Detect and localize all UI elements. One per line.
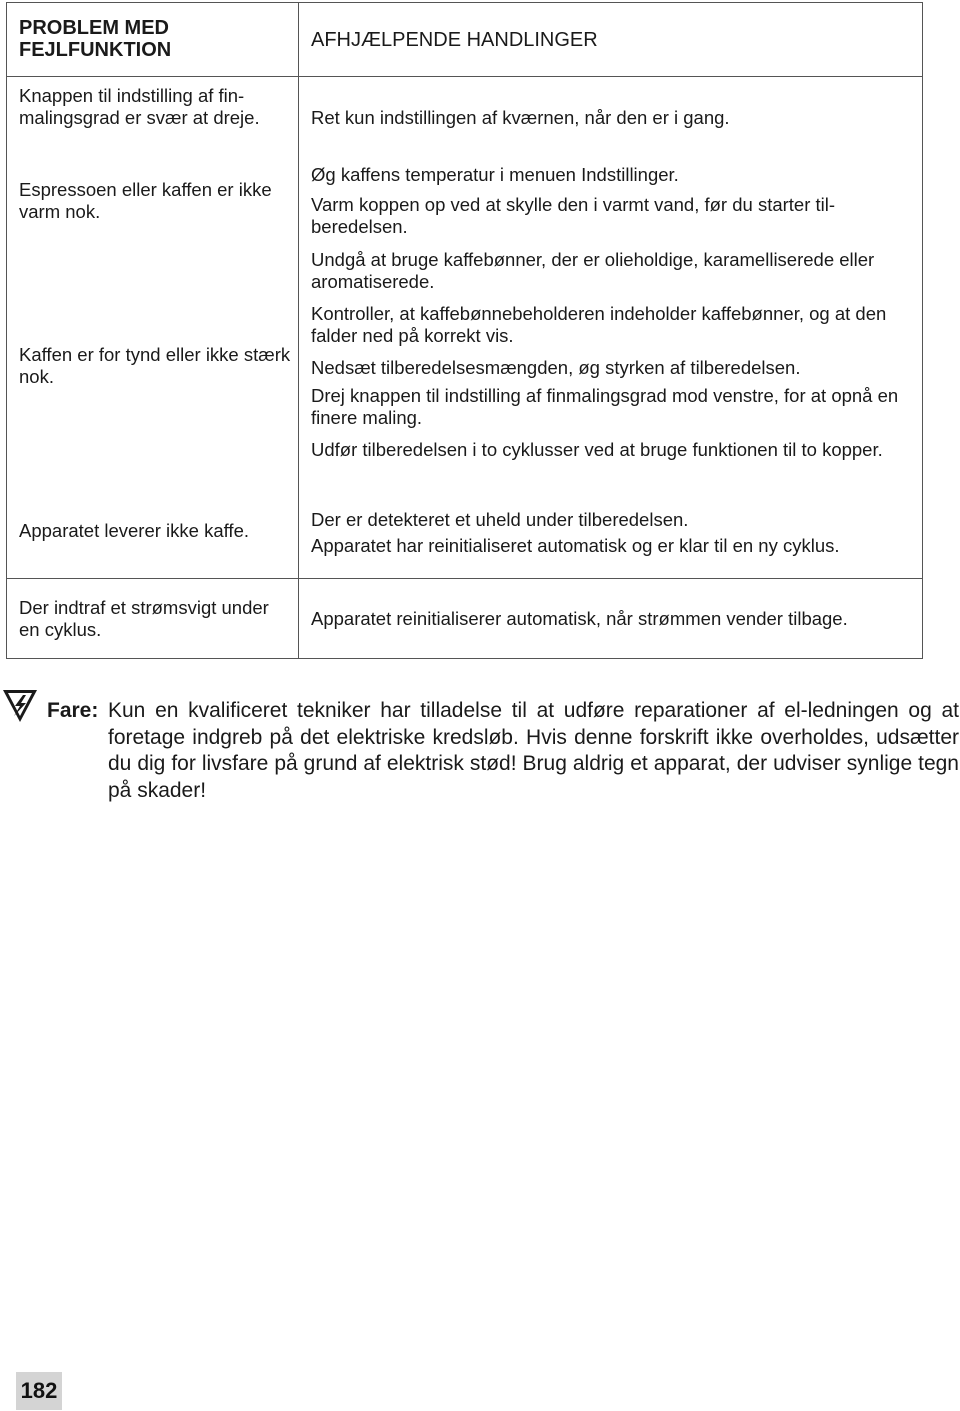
action-text: Der er detekteret et uheld under tilberedelsen. — [311, 509, 689, 530]
warning-label: Fare: — [47, 699, 99, 722]
problem-cell — [7, 77, 299, 579]
problem-header-cell — [7, 3, 299, 77]
troubleshooting-table — [6, 2, 923, 659]
action-text: Apparatet har reinitialiseret automatisk og er klar til en ny cyklus. — [311, 535, 840, 556]
action-text: Udfør tilberedelsen i to cyklusser ved at bruge funktionen til to kopper. — [311, 439, 883, 460]
action-text: Undgå at bruge kaffebønner, der er olieholdige, karamelliserede eller aromatiserede. — [311, 249, 875, 292]
action-header-cell — [299, 3, 923, 77]
problem-text: Espressoen eller kaffen er ikke varm nok. — [19, 179, 272, 222]
problem-text: Apparatet leverer ikke kaffe. — [19, 520, 250, 541]
table-row — [7, 77, 923, 579]
problem-text: Der indtraf et strømsvigt under en cyklus. — [19, 597, 269, 640]
warning-lightning-icon — [0, 688, 40, 724]
action-text: Øg kaffens temperatur i menuen Indstillinger. — [311, 164, 679, 185]
action-text: Drej knappen til indstilling af finmalingsgrad mod venstre, for at opnå en finere maling. — [311, 385, 899, 428]
table-row — [7, 579, 923, 659]
warning-body: Kun en kvalificeret tekniker har tilladelse til at udføre reparationer af el-ledningen og at foretage indgreb på det elektriske kredsløb. Hvis denne forskrift ikke overholdes, udsætter du dig for livsfare på grund af elektrisk stød! Brug aldrig et apparat, der udviser synlige tegn på skader! — [108, 699, 959, 802]
action-text: Varm koppen op ved at skylle den i varmt vand, før du starter til-beredelsen. — [311, 194, 836, 237]
action-text: Ret kun indstillingen af kværnen, når den er i gang. — [311, 107, 730, 128]
warning-text-block — [47, 698, 959, 804]
action-text: Nedsæt tilberedelsesmængden, øg styrken af tilberedelsen. — [311, 357, 801, 378]
problem-cell — [7, 579, 299, 659]
table-header-row — [7, 3, 923, 77]
problem-text: Kaffen er for tynd eller ikke stærk nok. — [19, 344, 291, 387]
action-text: Kontroller, at kaffebønnebeholderen indeholder kaffebønner, og at den falder ned på korrekt vis. — [311, 303, 887, 346]
action-cell — [299, 77, 923, 579]
action-cell — [299, 579, 923, 659]
action-column-header: AFHJÆLPENDE HANDLINGER — [311, 29, 598, 51]
problem-text: Knappen til indstilling af fin-malingsgrad er svær at dreje. — [19, 85, 260, 128]
problem-column-header: PROBLEM MED FEJLFUNKTION — [19, 17, 172, 61]
page-number: 182 — [16, 1372, 62, 1410]
action-text: Apparatet reinitialiserer automatisk, når strømmen vender tilbage. — [311, 608, 848, 629]
